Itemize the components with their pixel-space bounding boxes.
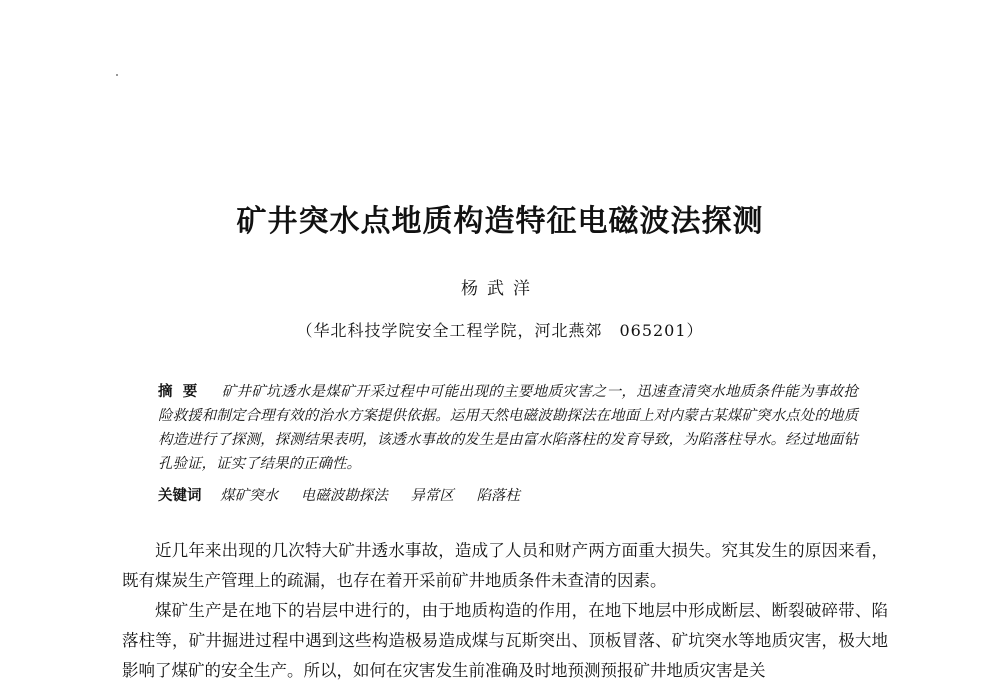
body-text [122,536,888,686]
paper-title: 矿井突水点地质构造特征电磁波法探测 [236,204,764,239]
author-affiliation: （华北科技学院安全工程学院，河北燕郊 065201） [296,321,704,340]
keywords [158,484,858,508]
body-paragraph: 煤矿生产是在地下的岩层中进行的，由于地质构造的作用，在地下地层中形成断层、断裂破碎带、陷落柱等，矿井掘进过程中遇到这些构造极易造成煤与瓦斯突出、顶板冒落、矿坑突水等地质灾害，极大地影响了煤矿的安全生产。所以，如何在灾害发生前准确及时地预测预报矿井地质灾害是关 [122,601,888,680]
abstract-label: 摘要 [158,384,208,400]
author-name: 杨武洋 [461,279,539,299]
scan-mark [116,74,118,76]
keyword: 异常区 [410,488,454,504]
abstract-text: 矿井矿坑透水是煤矿开采过程中可能出现的主要地质灾害之一，迅速查清突水地质条件能为事故抢险救援和制定合理有效的治水方案提供依据。运用天然电磁波勘探法在地面上对内蒙古某煤矿突水点处的地质构造进行了探测，探测结果表明，该透水事故的发生是由富水陷落柱的发育导致，为陷落柱导水。经过地面钻孔验证，证实了结果的正确性。 [158,384,859,472]
keyword: 煤矿突水 [220,488,279,504]
keyword: 电磁波勘探法 [300,488,388,504]
body-paragraph: 近几年来出现的几次特大矿井透水事故，造成了人员和财产两方面重大损失。究其发生的原因来看，既有煤炭生产管理上的疏漏，也存在着开采前矿井地质条件未查清的因素。 [122,541,888,590]
keywords-label: 关键词 [158,488,202,504]
abstract [158,380,858,476]
keyword: 陷落柱 [476,488,520,504]
